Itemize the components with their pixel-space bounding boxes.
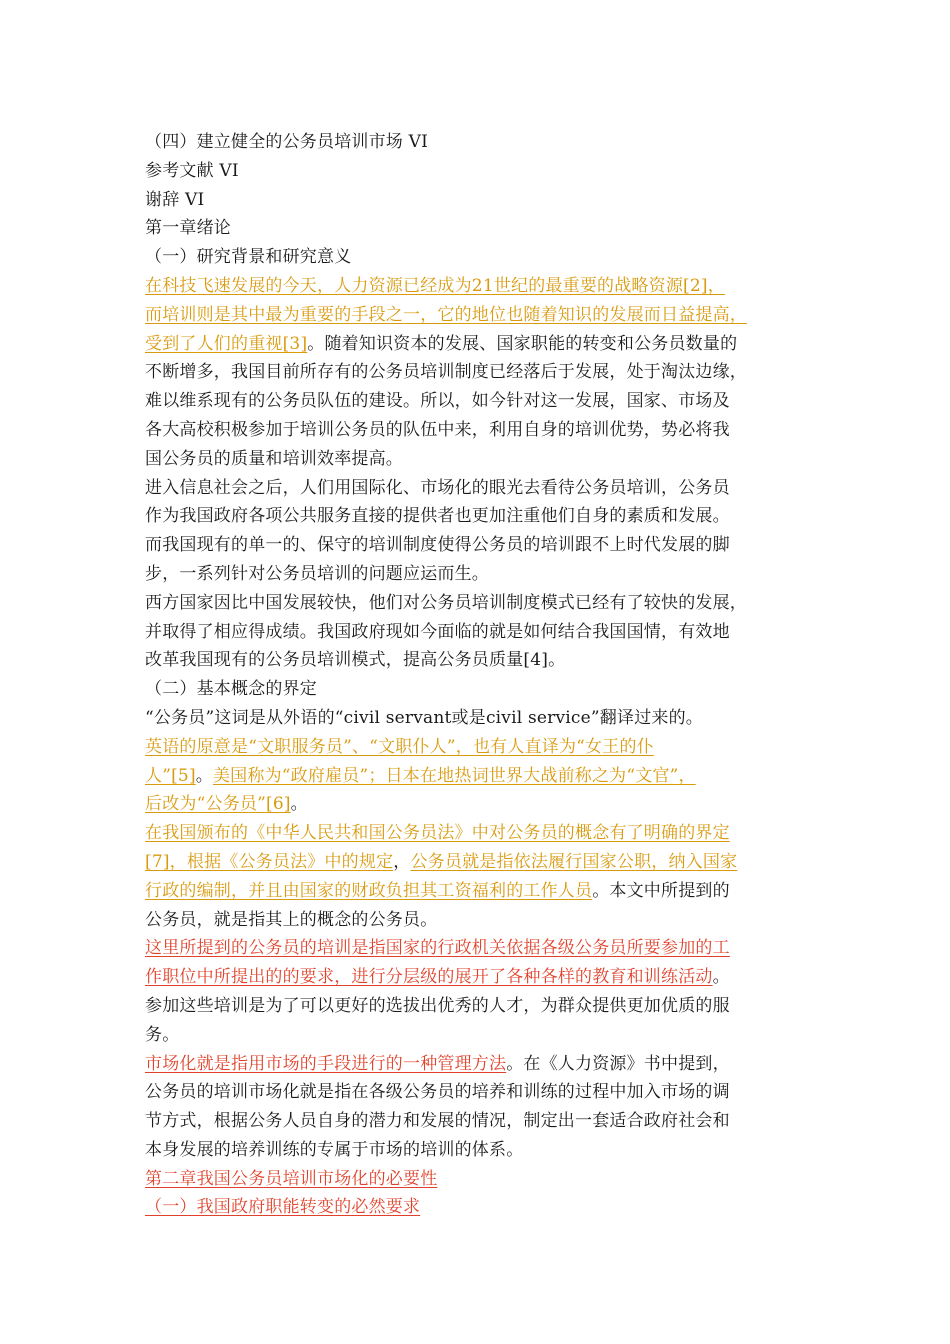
text-segment: 务。	[145, 1024, 180, 1045]
text-line	[145, 128, 825, 157]
text-segment: 公务员，就是指其上的概念的公务员。	[145, 909, 438, 930]
text-segment: 国公务员的质量和培训效率提高。	[145, 448, 403, 469]
text-segment: 参考文献 VI	[145, 160, 239, 181]
text-line	[145, 1078, 825, 1107]
text-segment: 第一章绪论	[145, 218, 231, 239]
highlighted-text-yellow: 在科技飞速发展的今天，人力资源已经成为21世纪的最重要的战略资源[2]，	[145, 275, 725, 296]
text-line	[145, 358, 825, 387]
highlighted-text-yellow: 行政的编制，并且由国家的财政负担其工资福利的工作人员	[145, 880, 593, 901]
text-line	[145, 330, 825, 359]
text-segment: 。	[195, 765, 213, 786]
text-line	[145, 1136, 825, 1165]
highlighted-text-yellow: 受到了人们的重视[3]	[145, 333, 308, 354]
text-line	[145, 992, 825, 1021]
text-segment: 节方式，根据公务人员自身的潜力和发展的情况，制定出一套适合政府社会和	[145, 1111, 730, 1132]
text-segment: （四）建立健全的公务员培训市场 VI	[145, 132, 428, 152]
text-segment: 不断增多，我国目前所存有的公务员培训制度已经落后于发展，处于淘汰边缘，	[145, 362, 747, 383]
text-segment: 作为我国政府各项公共服务直接的提供者也更加注重他们自身的素质和发展。	[145, 506, 730, 527]
text-line	[145, 819, 825, 848]
text-segment: 西方国家因比中国发展较快，他们对公务员培训制度模式已经有了较快的发展，	[145, 592, 747, 613]
highlighted-text-red: 市场化就是指用市场的手段进行的一种管理方法	[145, 1053, 507, 1074]
text-segment: ，	[393, 851, 411, 872]
text-segment: 难以维系现有的公务员队伍的建设。所以，如今针对这一发展，国家、市场及	[145, 391, 730, 412]
highlighted-text-yellow: [7]，根据《公务员法》中的规定	[145, 851, 394, 872]
text-segment: 。随着知识资本的发展、国家职能的转变和公务员数量的	[307, 333, 738, 354]
text-segment: “公务员”这词是从外语的“civil servant或是civil service”翻译过来的。	[145, 707, 704, 728]
text-line	[145, 186, 825, 215]
text-line	[145, 214, 825, 243]
text-line	[145, 733, 825, 762]
text-line	[145, 1165, 825, 1194]
text-line	[145, 646, 825, 675]
text-segment: 改革我国现有的公务员培训模式，提高公务员质量[4]。	[145, 650, 566, 671]
text-line	[145, 618, 825, 647]
text-segment: 。	[712, 967, 730, 988]
highlighted-text-yellow: 公务员就是指依法履行国家公职，纳入国家	[410, 851, 738, 872]
highlighted-text-yellow: 人”[5]	[145, 765, 196, 786]
text-segment: （一）研究背景和研究意义	[145, 247, 352, 268]
highlighted-text-red: （一）我国政府职能转变的必然要求	[145, 1197, 421, 1218]
text-line	[145, 675, 825, 704]
text-segment: 步，一系列针对公务员培训的问题应运而生。	[145, 563, 489, 584]
document-body	[145, 128, 825, 1222]
text-segment: （二）基本概念的界定	[145, 679, 317, 700]
highlighted-text-red: 第二章我国公务员培训市场化的必要性	[145, 1168, 438, 1189]
text-line	[145, 906, 825, 935]
text-line	[145, 560, 825, 589]
text-segment: 。在《人力资源》书中提到，	[506, 1053, 730, 1074]
text-line	[145, 934, 825, 963]
text-line	[145, 589, 825, 618]
highlighted-text-red: 这里所提到的公务员的培训是指国家的行政机关依据各级公务员所要参加的工	[145, 938, 730, 959]
highlighted-text-yellow: 英语的原意是“文职服务员”、“文职仆人”，也有人直译为“女王的仆	[145, 736, 654, 757]
text-segment: 谢辞 VI	[145, 189, 205, 210]
text-segment: 参加这些培训是为了可以更好的选拔出优秀的人才，为群众提供更加优质的服	[145, 995, 730, 1016]
text-segment: 而我国现有的单一的、保守的培训制度使得公务员的培训跟不上时代发展的脚	[145, 535, 730, 556]
text-line	[145, 877, 825, 906]
text-line	[145, 1193, 825, 1222]
text-segment: 各大高校积极参加于培训公务员的队伍中来，利用自身的培训优势，势必将我	[145, 419, 730, 440]
highlighted-text-yellow: 在我国颁布的《中华人民共和国公务员法》中对公务员的概念有了明确的界定	[145, 823, 730, 844]
text-segment: 。	[290, 794, 308, 815]
text-line	[145, 387, 825, 416]
text-line	[145, 502, 825, 531]
text-segment: 公务员的培训市场化就是指在各级公务员的培养和训练的过程中加入市场的调	[145, 1082, 730, 1103]
text-line	[145, 474, 825, 503]
text-line	[145, 301, 825, 330]
text-line	[145, 704, 825, 733]
text-segment: 。本文中所提到的	[592, 880, 730, 901]
highlighted-text-yellow: 美国称为“政府雇员”；日本在地热词世界大战前称之为“文官”，	[212, 765, 696, 786]
text-line	[145, 272, 825, 301]
text-line	[145, 1050, 825, 1079]
text-segment: 本身发展的培养训练的专属于市场的培训的体系。	[145, 1139, 524, 1160]
text-line	[145, 243, 825, 272]
text-line	[145, 531, 825, 560]
text-line	[145, 157, 825, 186]
text-line	[145, 1107, 825, 1136]
text-line	[145, 762, 825, 791]
highlighted-text-red: 作职位中所提出的的要求，进行分层级的展开了各种各样的教育和训练活动	[145, 967, 713, 988]
text-segment: 并取得了相应得成绩。我国政府现如今面临的就是如何结合我国国情，有效地	[145, 621, 730, 642]
text-line	[145, 445, 825, 474]
text-line	[145, 790, 825, 819]
text-line	[145, 963, 825, 992]
text-line	[145, 1021, 825, 1050]
text-line	[145, 416, 825, 445]
highlighted-text-yellow: 后改为“公务员”[6]	[145, 794, 291, 815]
text-line	[145, 848, 825, 877]
highlighted-text-yellow: 而培训则是其中最为重要的手段之一，它的地位也随着知识的发展而日益提高，	[145, 304, 747, 325]
text-segment: 进入信息社会之后，人们用国际化、市场化的眼光去看待公务员培训，公务员	[145, 477, 730, 498]
